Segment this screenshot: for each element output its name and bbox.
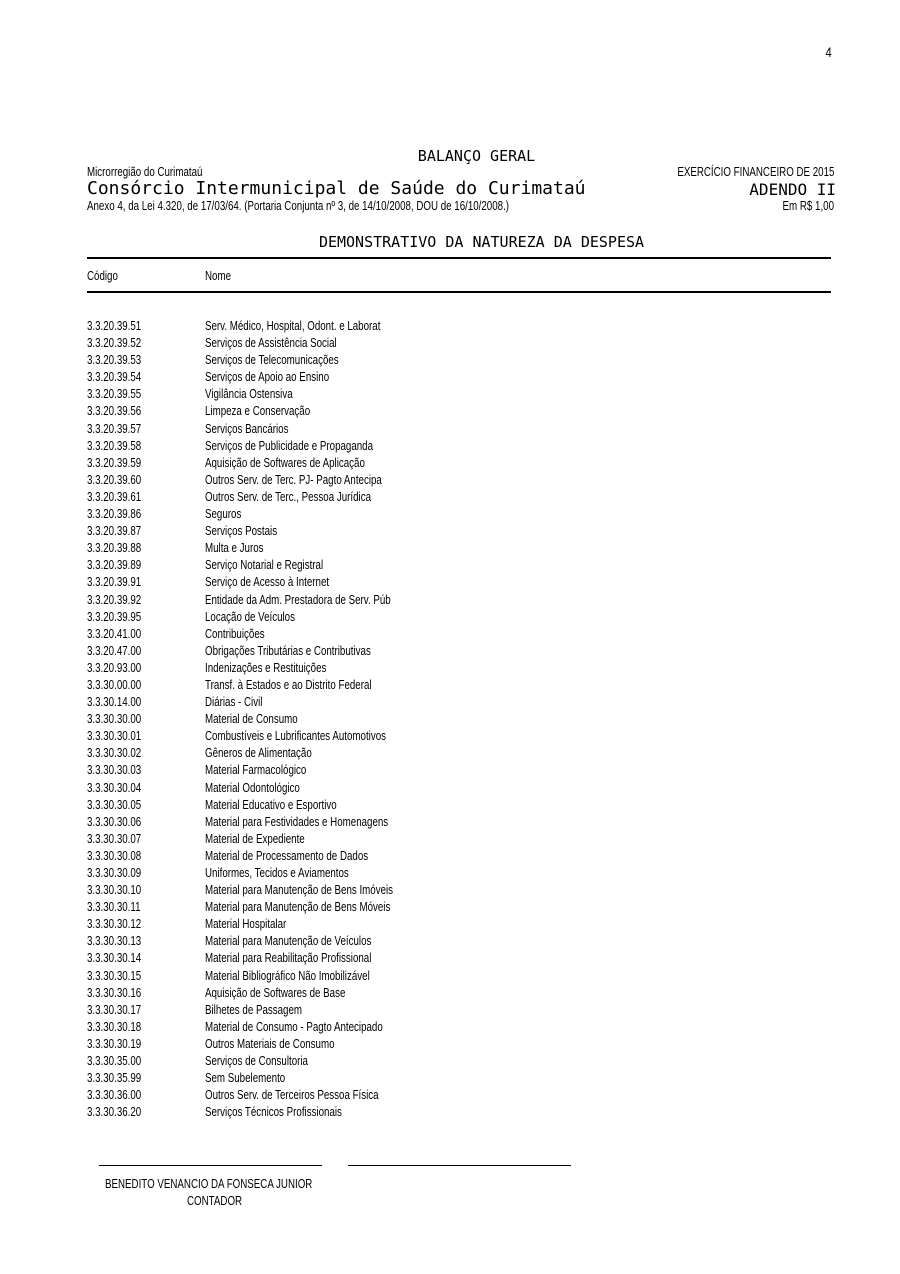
row-code: 3.3.30.30.15 (87, 968, 142, 983)
row-code: 3.3.30.36.20 (87, 1105, 142, 1120)
row-name: Serviços de Consultoria (205, 1054, 308, 1069)
row-code: 3.3.20.39.92 (87, 592, 142, 607)
table-row (87, 1003, 687, 1020)
row-name: Material Farmacológico (205, 763, 307, 778)
row-name: Material para Manutenção de Veículos (205, 934, 372, 949)
row-code: 3.3.30.30.14 (87, 951, 142, 966)
row-code: 3.3.20.39.88 (87, 541, 142, 556)
table-row (87, 934, 687, 951)
row-name: Serviços de Assistência Social (205, 336, 337, 351)
table-row (87, 610, 687, 627)
row-name: Serviços Bancários (205, 421, 289, 436)
table-row (87, 781, 687, 798)
entity-name: Consórcio Intermunicipal de Saúde do Curimataú (87, 178, 586, 199)
row-name: Serviços de Publicidade e Propaganda (205, 438, 374, 453)
row-name: Indenizações e Restituições (205, 660, 327, 675)
table-row (87, 969, 687, 986)
row-name: Seguros (205, 507, 242, 522)
table-row (87, 541, 687, 558)
row-name: Multa e Juros (205, 541, 264, 556)
table-row (87, 832, 687, 849)
row-code: 3.3.20.39.61 (87, 489, 142, 504)
row-name: Transf. à Estados e ao Distrito Federal (205, 677, 372, 692)
row-name: Sem Subelemento (205, 1071, 286, 1086)
row-name: Serv. Médico, Hospital, Odont. e Laborat (205, 319, 381, 333)
row-code: 3.3.20.39.91 (87, 575, 142, 590)
row-code: 3.3.30.30.18 (87, 1019, 142, 1034)
row-code: 3.3.20.39.56 (87, 404, 142, 419)
table-row (87, 661, 687, 678)
row-name: Limpeza e Conservação (205, 404, 311, 419)
signature-line (348, 1165, 571, 1166)
table-row (87, 866, 687, 883)
row-code: 3.3.20.39.52 (87, 336, 142, 351)
row-code: 3.3.30.30.06 (87, 814, 142, 829)
row-code: 3.3.30.30.04 (87, 780, 142, 795)
table-row (87, 575, 687, 592)
table-row (87, 456, 687, 473)
table-row (87, 404, 687, 421)
row-name: Aquisição de Softwares de Aplicação (205, 455, 365, 470)
row-code: 3.3.30.30.03 (87, 763, 142, 778)
row-name: Serviços Técnicos Profissionais (205, 1105, 342, 1120)
row-name: Material para Festividades e Homenagens (205, 814, 389, 829)
row-name: Diárias - Civil (205, 695, 263, 710)
row-code: 3.3.20.39.57 (87, 421, 142, 436)
table-row (87, 370, 687, 387)
row-code: 3.3.20.39.89 (87, 558, 142, 573)
row-code: 3.3.20.39.53 (87, 353, 142, 368)
row-name: Contribuições (205, 626, 265, 641)
table-row (87, 729, 687, 746)
fiscal-year-label: EXERCÍCIO FINANCEIRO DE 2015 (676, 165, 834, 179)
table-row (87, 524, 687, 541)
row-code: 3.3.30.35.99 (87, 1071, 142, 1086)
row-code: 3.3.30.30.02 (87, 746, 142, 761)
row-code: 3.3.20.47.00 (87, 643, 142, 658)
header-divider-top (87, 257, 831, 259)
section-title: DEMONSTRATIVO DA NATUREZA DA DESPESA (318, 233, 645, 251)
row-code: 3.3.20.39.54 (87, 370, 142, 385)
region-label: Microrregião do Curimataú (87, 165, 203, 179)
row-name: Obrigações Tributárias e Contributivas (205, 643, 371, 658)
table-row (87, 1054, 687, 1071)
row-code: 3.3.30.30.05 (87, 797, 142, 812)
row-code: 3.3.20.39.95 (87, 609, 142, 624)
table-row (87, 387, 687, 404)
row-code: 3.3.30.30.08 (87, 848, 142, 863)
row-name: Outros Serv. de Terc. PJ- Pagto Antecipa (205, 472, 382, 487)
row-code: 3.3.30.14.00 (87, 695, 142, 710)
row-code: 3.3.30.30.13 (87, 934, 142, 949)
row-code: 3.3.20.39.51 (87, 319, 142, 333)
row-code: 3.3.30.36.00 (87, 1088, 142, 1103)
table-row (87, 490, 687, 507)
row-code: 3.3.20.39.58 (87, 438, 142, 453)
table-row (87, 1020, 687, 1037)
table-row (87, 1071, 687, 1088)
table-row (87, 798, 687, 815)
table-row (87, 900, 687, 917)
row-name: Material de Consumo - Pagto Antecipado (205, 1019, 383, 1034)
table-row (87, 644, 687, 661)
row-name: Material Hospitalar (205, 917, 287, 932)
table-row (87, 319, 687, 336)
row-name: Uniformes, Tecidos e Aviamentos (205, 866, 349, 880)
column-header-name: Nome (205, 269, 232, 283)
row-code: 3.3.30.30.17 (87, 1002, 142, 1017)
table-row (87, 1088, 687, 1105)
table-row (87, 763, 687, 780)
table-row (87, 815, 687, 832)
report-title: BALANÇO GERAL (417, 147, 536, 165)
row-name: Material para Manutenção de Bens Imóveis (205, 883, 394, 898)
row-name: Material de Expediente (205, 831, 305, 846)
row-name: Vigilância Ostensiva (205, 387, 293, 402)
row-name: Serviços Postais (205, 524, 278, 539)
row-code: 3.3.30.30.10 (87, 883, 142, 898)
row-code: 3.3.30.30.00 (87, 712, 142, 727)
table-row (87, 558, 687, 575)
row-code: 3.3.20.39.55 (87, 387, 142, 402)
row-code: 3.3.20.39.59 (87, 455, 142, 470)
signer-name: BENEDITO VENANCIO DA FONSECA JUNIOR (105, 1177, 313, 1191)
row-code: 3.3.20.39.87 (87, 524, 142, 539)
row-code: 3.3.20.39.86 (87, 507, 142, 522)
table-row (87, 353, 687, 370)
column-header-code: Código (87, 269, 118, 283)
row-name: Serviço de Acesso à Internet (205, 575, 330, 590)
row-name: Serviços de Telecomunicações (205, 353, 339, 368)
row-name: Serviço Notarial e Registral (205, 558, 324, 573)
row-name: Material Bibliográfico Não Imobilizável (205, 968, 370, 983)
table-row (87, 678, 687, 695)
row-code: 3.3.30.30.01 (87, 729, 142, 744)
table-row (87, 951, 687, 968)
table-row (87, 336, 687, 353)
table-row (87, 473, 687, 490)
page-number: 4 (825, 44, 832, 60)
row-code: 3.3.20.93.00 (87, 660, 142, 675)
legal-basis: Anexo 4, da Lei 4.320, de 17/03/64. (Portaria Conjunta nº 3, de 14/10/2008, DOU de 16/10/2008.) (87, 199, 510, 213)
row-name: Aquisição de Softwares de Base (205, 985, 346, 1000)
row-code: 3.3.30.30.12 (87, 917, 142, 932)
table-row (87, 627, 687, 644)
table-row (87, 422, 687, 439)
table-row (87, 986, 687, 1003)
currency-label: Em R$ 1,00 (782, 199, 834, 213)
table-row (87, 1037, 687, 1054)
row-code: 3.3.20.39.60 (87, 472, 142, 487)
row-code: 3.3.30.35.00 (87, 1054, 142, 1069)
annex-label: ADENDO II (749, 180, 836, 199)
row-code: 3.3.30.00.00 (87, 677, 142, 692)
row-name: Bilhetes de Passagem (205, 1002, 303, 1017)
row-code: 3.3.30.30.07 (87, 831, 142, 846)
table-row (87, 746, 687, 763)
table-row (87, 849, 687, 866)
row-name: Entidade da Adm. Prestadora de Serv. Púb (205, 592, 391, 607)
row-name: Material de Processamento de Dados (205, 848, 369, 863)
table-row (87, 507, 687, 524)
row-code: 3.3.30.30.16 (87, 985, 142, 1000)
signature-line (99, 1165, 322, 1166)
table-row (87, 695, 687, 712)
row-name: Combustíveis e Lubrificantes Automotivos (205, 729, 387, 744)
row-code: 3.3.30.30.11 (87, 900, 141, 915)
header-divider-bottom (87, 291, 831, 293)
row-name: Material Educativo e Esportivo (205, 797, 337, 812)
row-name: Locação de Veículos (205, 609, 295, 624)
table-row (87, 1105, 687, 1122)
row-name: Material Odontológico (205, 780, 300, 795)
row-name: Outros Serv. de Terceiros Pessoa Física (205, 1088, 379, 1103)
row-name: Material de Consumo (205, 712, 298, 727)
expense-table (87, 319, 687, 1122)
row-name: Material para Manutenção de Bens Móveis (205, 900, 391, 915)
row-name: Outros Serv. de Terc., Pessoa Jurídica (205, 489, 372, 504)
table-row (87, 593, 687, 610)
row-name: Material para Reabilitação Profissional (205, 951, 372, 966)
table-row (87, 439, 687, 456)
table-row (87, 917, 687, 934)
row-name: Gêneros de Alimentação (205, 746, 312, 761)
row-name: Serviços de Apoio ao Ensino (205, 370, 330, 385)
signer-role: CONTADOR (187, 1194, 243, 1208)
row-code: 3.3.20.41.00 (87, 626, 142, 641)
row-code: 3.3.30.30.09 (87, 866, 142, 880)
row-name: Outros Materiais de Consumo (205, 1036, 335, 1051)
row-code: 3.3.30.30.19 (87, 1036, 142, 1051)
table-row (87, 883, 687, 900)
table-row (87, 712, 687, 729)
